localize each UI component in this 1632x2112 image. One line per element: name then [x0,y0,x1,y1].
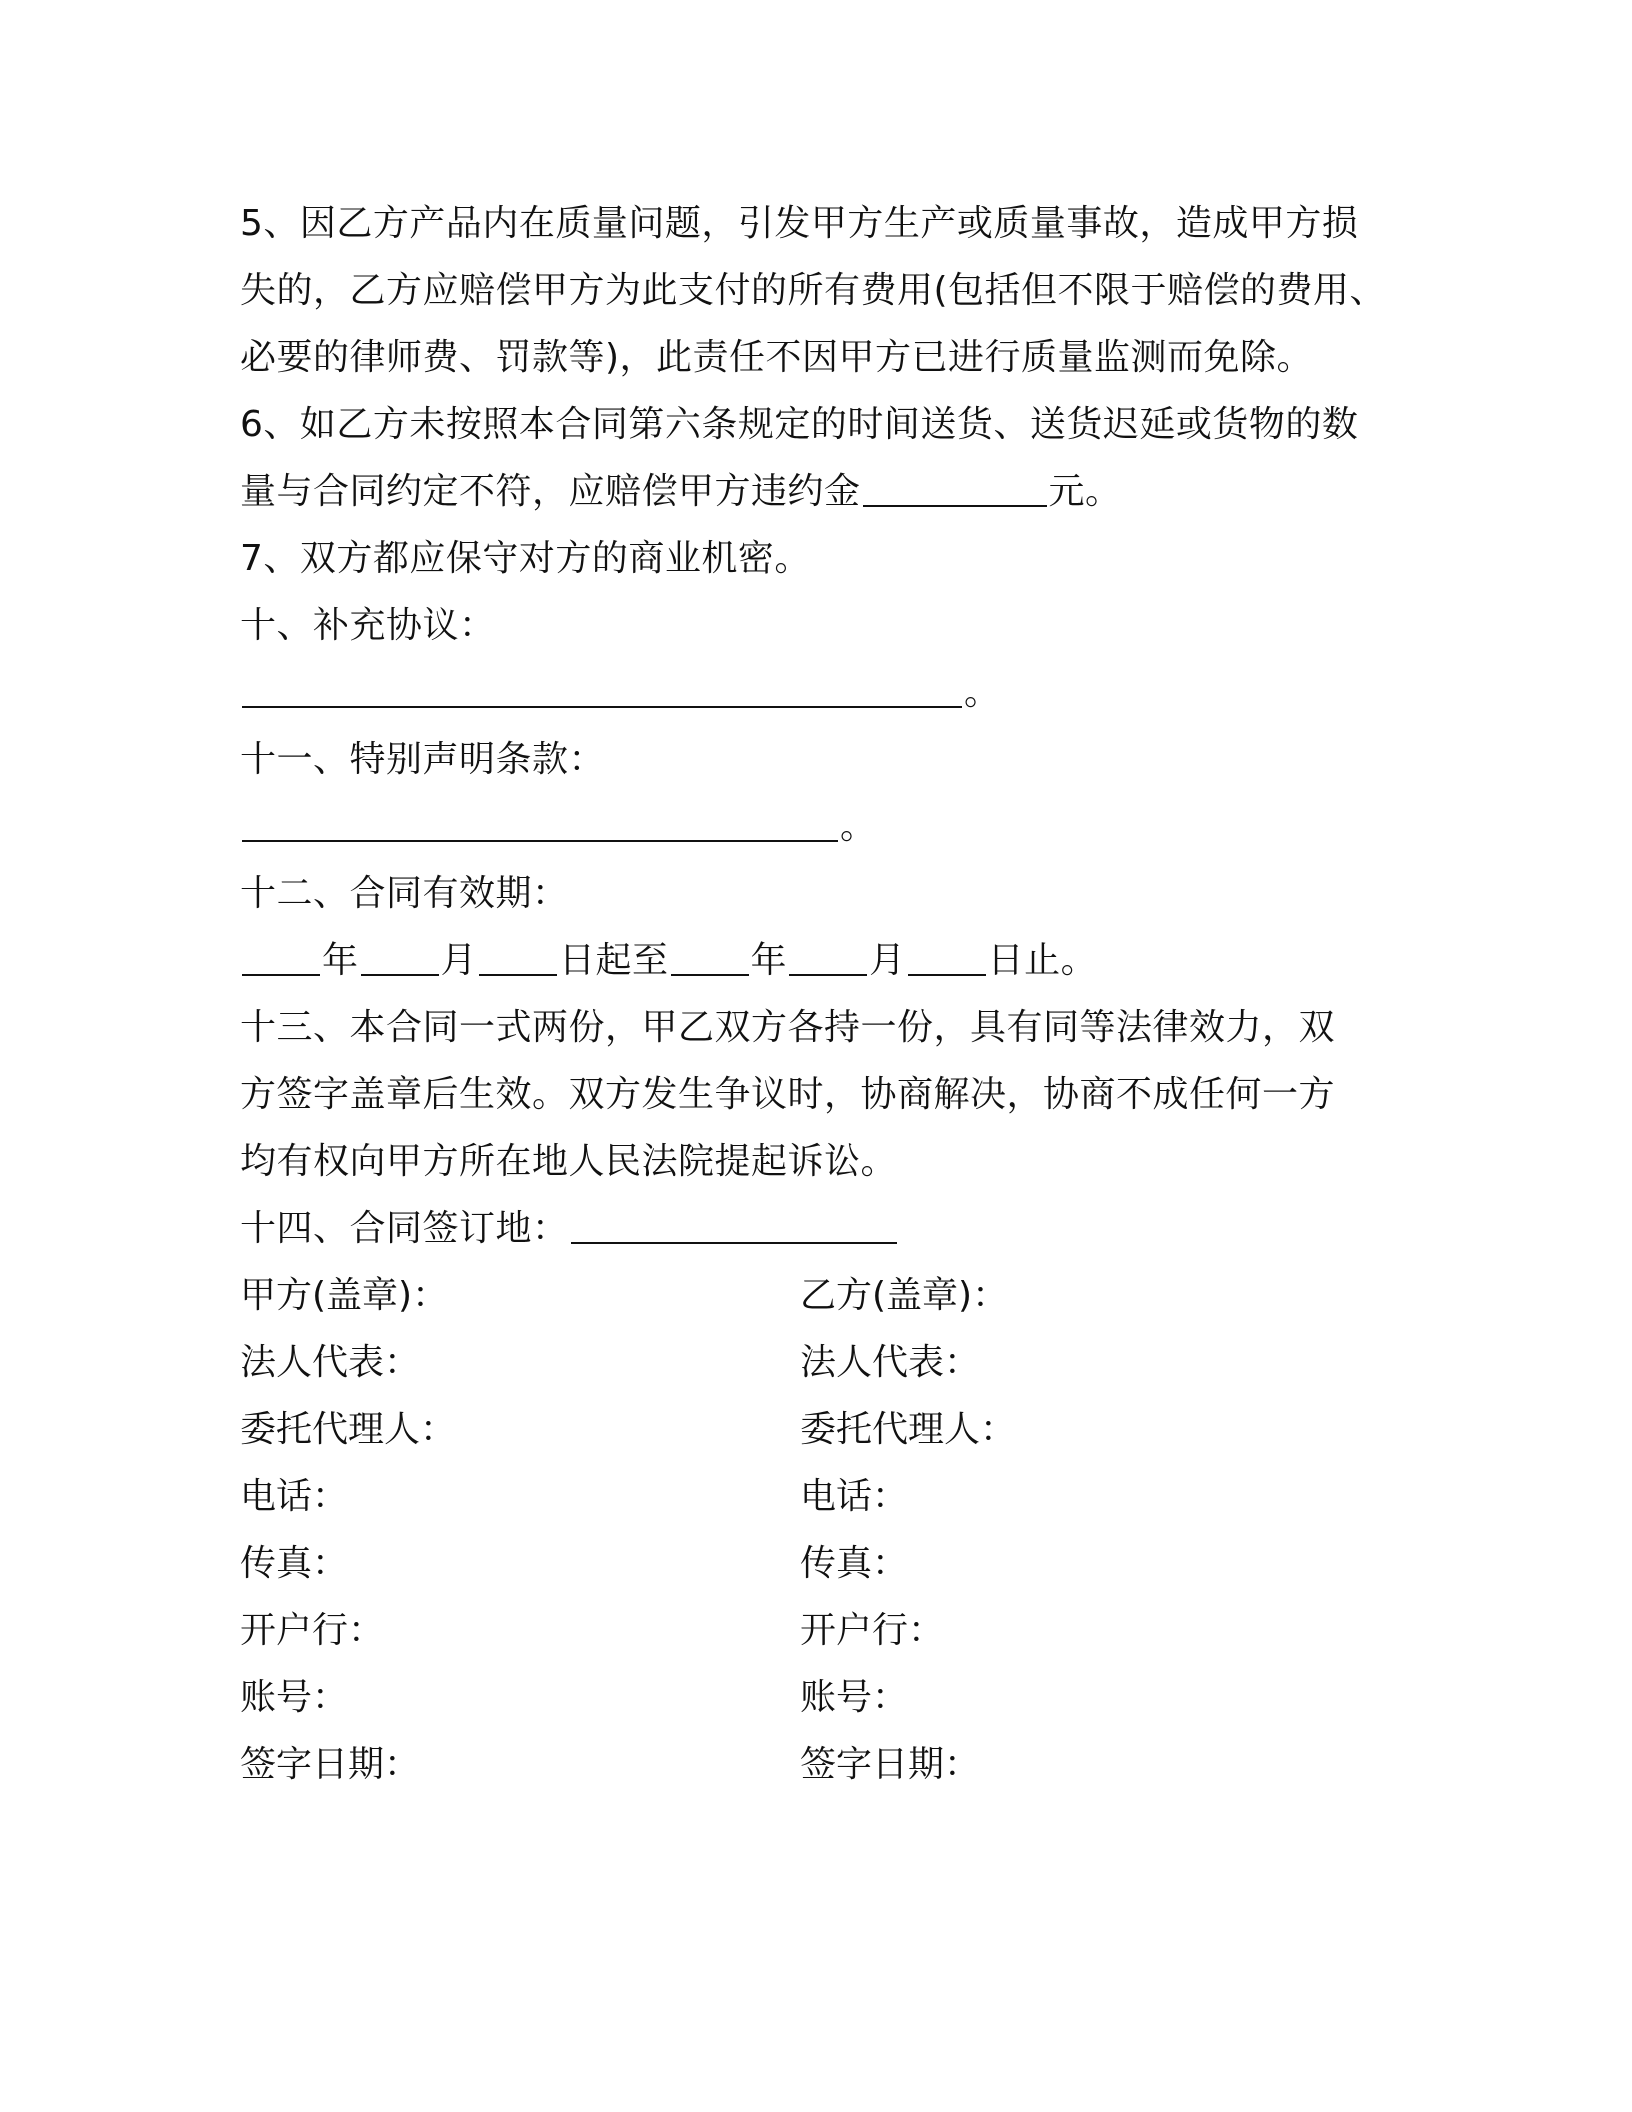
clause-5-line-1: 5、因乙方产品内在质量问题，引发甲方生产或质量事故，造成甲方损 [240,203,1359,244]
party-b-fax-label: 传真： [800,1543,909,1584]
party-b-agent-label: 委托代理人： [800,1409,1017,1450]
clause-5-line-3: 必要的律师费、罚款等)，此责任不因甲方已进行质量监测而免除。 [240,337,1314,378]
party-a-seal-label: 甲方(盖章)： [240,1275,449,1316]
signature-row [240,1262,1420,1329]
clause-6-line-1: 6、如乙方未按照本合同第六条规定的时间送货、送货迟延或货物的数 [240,404,1359,445]
end-year-blank [671,944,749,976]
signature-row [240,1731,1420,1798]
party-b-phone-label: 电话： [800,1476,909,1517]
clause-6-unit: 元。 [1048,471,1122,512]
signature-row [240,1530,1420,1597]
day-to-label: 日止。 [987,940,1098,981]
clause-7: 7、双方都应保守对方的商业机密。 [240,538,811,579]
section-12-dates [240,927,1420,994]
end-day-blank [908,944,986,976]
day-from-label: 日起至 [559,940,669,981]
party-b-seal-label: 乙方(盖章)： [800,1275,1009,1316]
section-13-line-3: 均有权向甲方所在地人民法院提起诉讼。 [240,1141,898,1182]
end-month-blank [789,944,867,976]
party-b-legal-rep-label: 法人代表： [800,1342,981,1383]
party-a-fax-label: 传真： [240,1543,349,1584]
signature-row [240,1463,1420,1530]
signature-row [240,1329,1420,1396]
penalty-amount-blank [863,475,1047,507]
section-12-title: 十二、合同有效期： [240,873,569,914]
clause-5-line-2: 失的，乙方应赔偿甲方为此支付的所有费用(包括但不限于赔偿的费用、 [240,270,1387,311]
month-label: 月 [869,940,906,981]
party-a-bank-label: 开户行： [240,1610,385,1651]
section-13-line-1: 十三、本合同一式两份，甲乙双方各持一份，具有同等法律效力，双 [240,1007,1336,1048]
section-10-title: 十、补充协议： [240,605,496,646]
section-10-blank-line [240,659,1420,726]
clause-6-line-2 [240,458,1420,525]
section-11-blank-line [240,793,1420,860]
section-13-line-2: 方签字盖章后生效。双方发生争议时，协商解决，协商不成任何一方 [240,1074,1336,1115]
section-11-title: 十一、特别声明条款： [240,739,606,780]
signing-place-blank [571,1212,897,1244]
section-14 [240,1195,1420,1262]
contract-page [240,190,1420,1798]
party-a-agent-label: 委托代理人： [240,1409,457,1450]
party-a-phone-label: 电话： [240,1476,349,1517]
party-b-sign-date-label: 签字日期： [800,1744,981,1785]
party-b-account-label: 账号： [800,1677,909,1718]
section-14-title: 十四、合同签订地： [240,1208,569,1249]
party-a-legal-rep-label: 法人代表： [240,1342,421,1383]
signature-row [240,1396,1420,1463]
start-year-blank [242,944,320,976]
year-label: 年 [322,940,359,981]
start-month-blank [361,944,439,976]
signature-row [240,1597,1420,1664]
clause-6-text: 量与合同约定不符，应赔偿甲方违约金 [240,471,861,512]
party-a-account-label: 账号： [240,1677,349,1718]
start-day-blank [479,944,557,976]
year-label: 年 [750,940,788,981]
month-label: 月 [440,940,478,981]
supplement-agreement-blank [242,676,962,708]
section-10-period: 。 [964,672,1001,713]
section-11-period: 。 [840,806,877,847]
party-b-bank-label: 开户行： [800,1610,945,1651]
special-statement-blank [242,810,838,842]
party-a-sign-date-label: 签字日期： [240,1744,421,1785]
signature-row [240,1664,1420,1731]
